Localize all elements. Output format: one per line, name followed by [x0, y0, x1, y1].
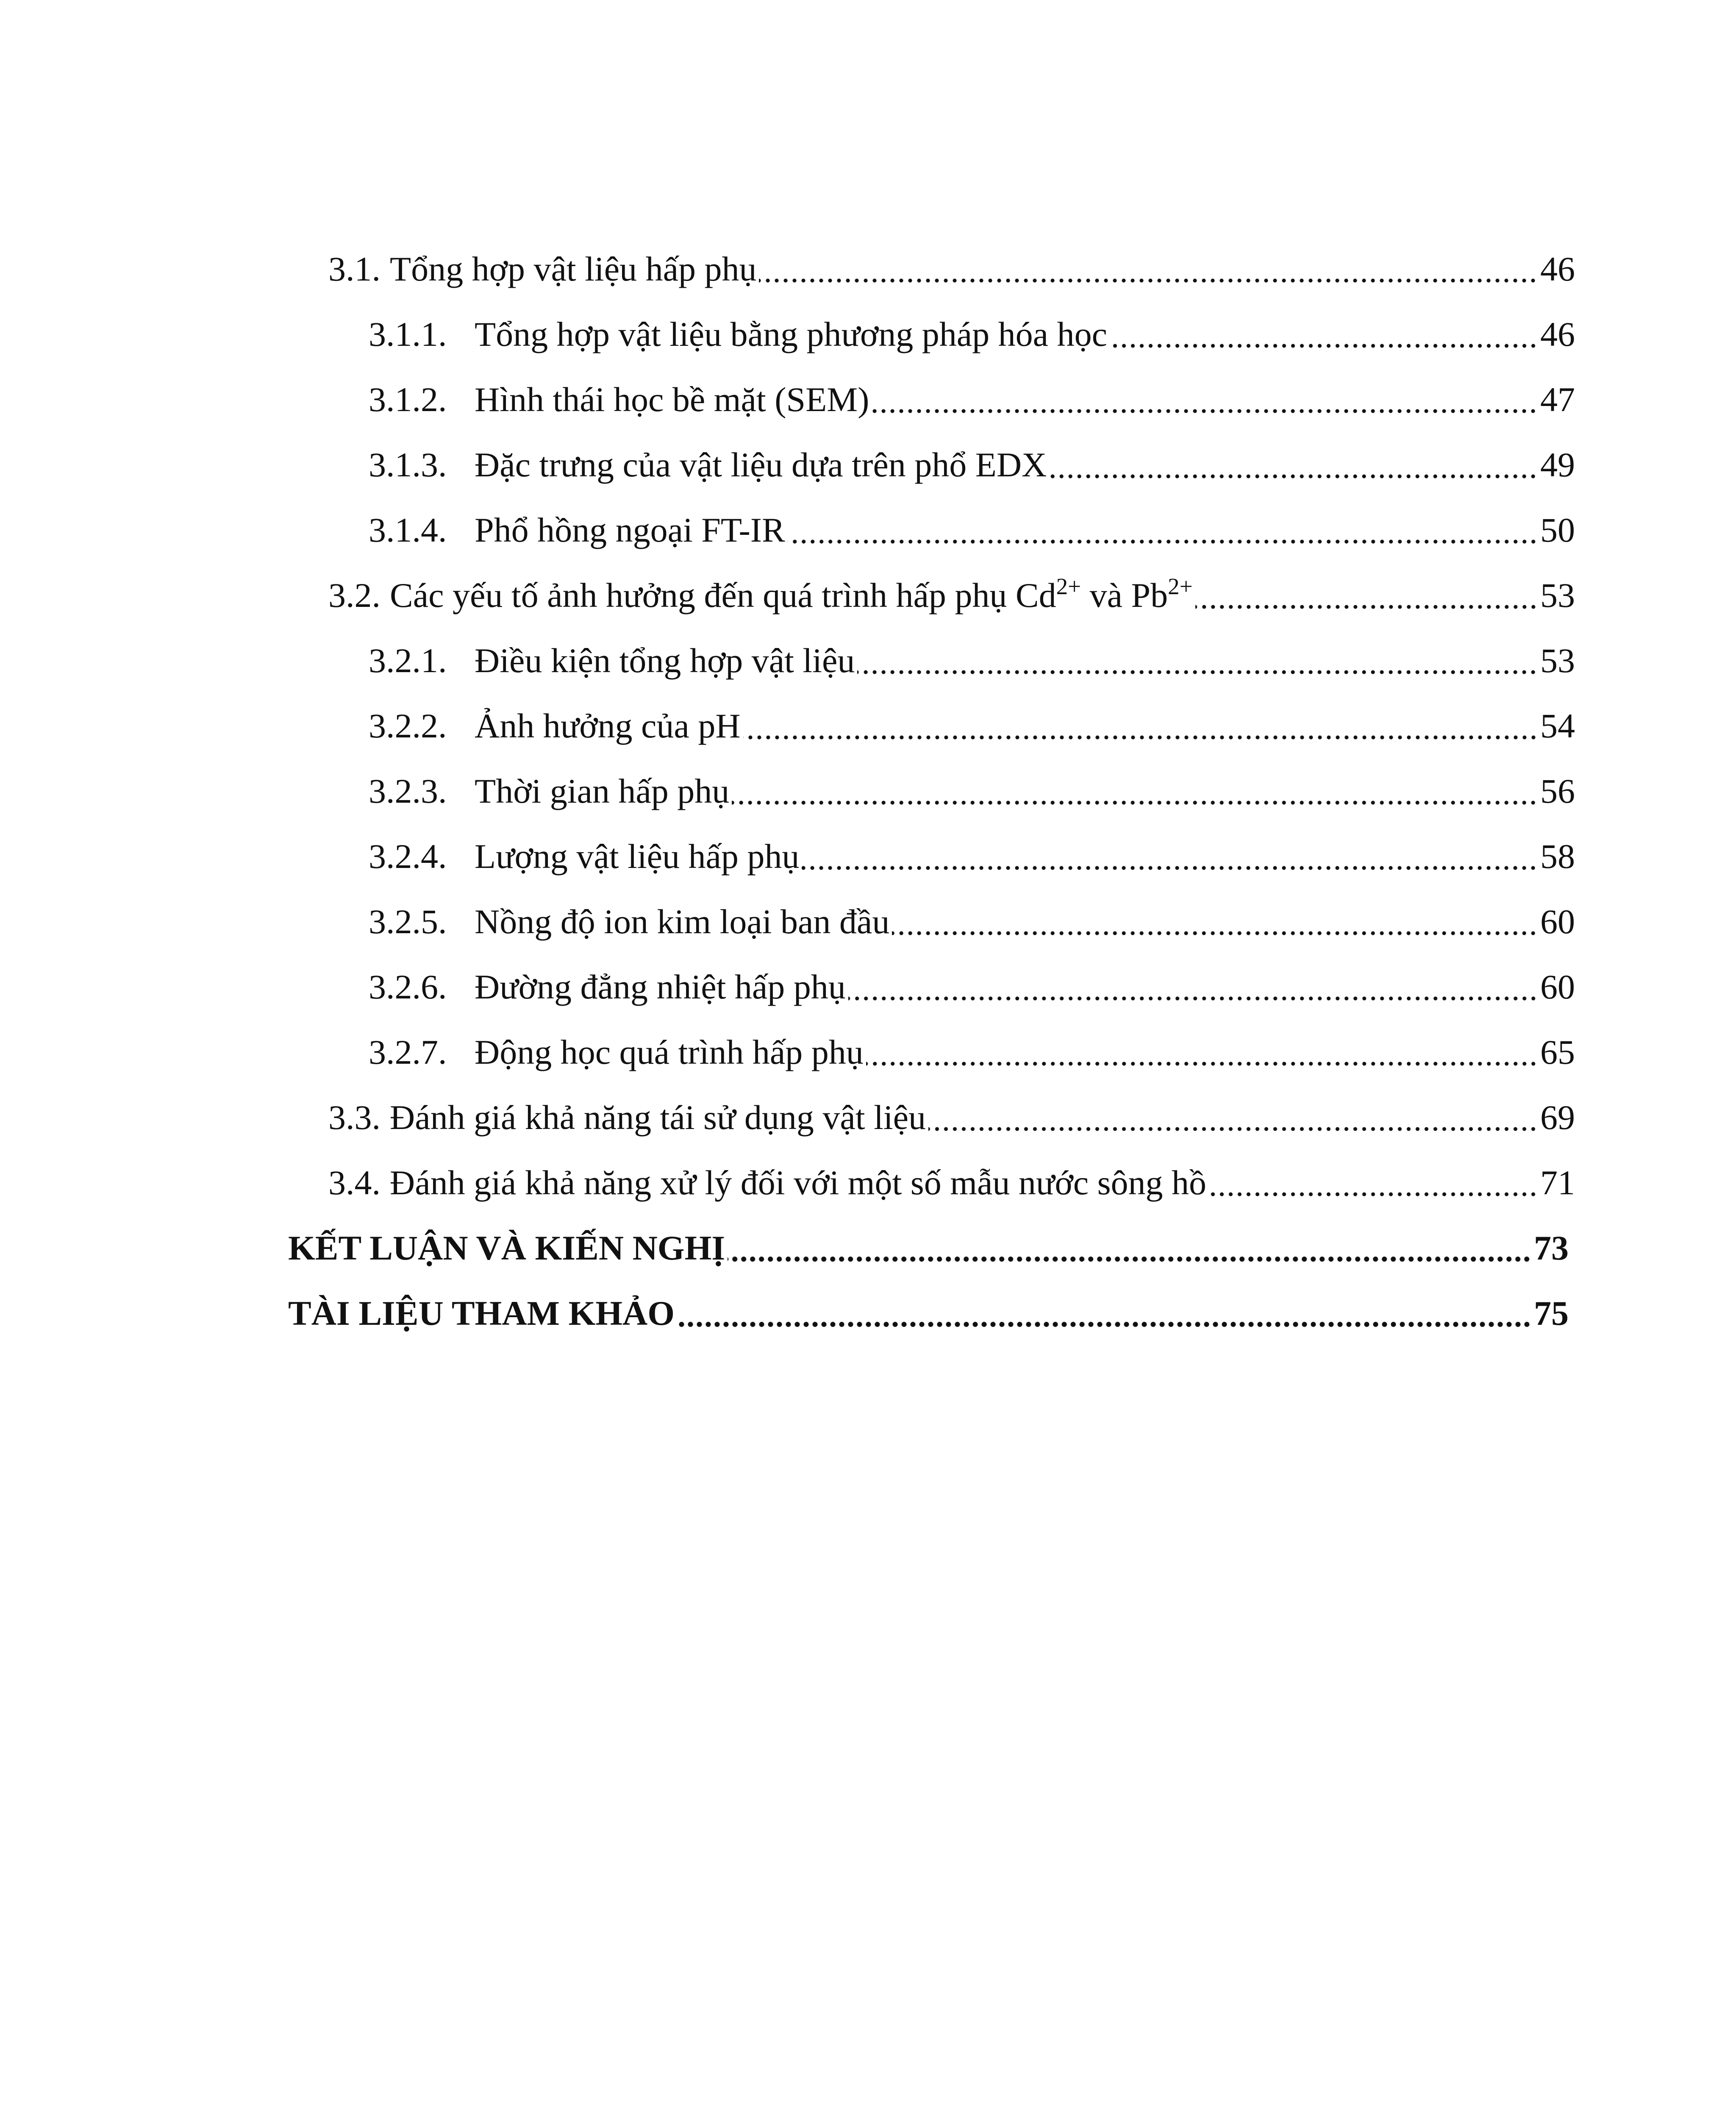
toc-entry-page: 73 — [1534, 1229, 1569, 1267]
toc-entry-page: 54 — [1540, 706, 1575, 745]
toc-entry-page: 47 — [1540, 380, 1575, 419]
toc-entry-number: 3.4. — [328, 1163, 381, 1202]
toc-entry-number: 3.1.1. — [369, 315, 447, 353]
toc-entry[interactable] — [328, 572, 1575, 619]
toc-entry-number: 3.2.3. — [369, 772, 447, 810]
toc-entry-title: Đánh giá khả năng xử lý đối với một số mẫu nước sông hồ — [390, 1163, 1206, 1202]
dot-leader — [743, 735, 1538, 740]
toc-entry-title: Đường đẳng nhiệt hấp phụ — [475, 968, 846, 1006]
toc-entry[interactable] — [369, 442, 1575, 488]
toc-entry[interactable] — [369, 1029, 1575, 1076]
toc-entry[interactable] — [328, 1094, 1575, 1141]
toc-entry-title: Đánh giá khả năng tái sử dụng vật liệu — [390, 1098, 926, 1137]
toc-entry-number: 3.1.2. — [369, 380, 447, 419]
dot-leader — [728, 1256, 1531, 1262]
toc-entry-title: Các yếu tố ảnh hưởng đến quá trình hấp phụ $Cd^{2+}$ và $Pb^{2+}$ — [390, 573, 1193, 615]
toc-entry-number: 3.3. — [328, 1098, 381, 1137]
toc-entry-number: 3.2.1. — [369, 641, 447, 680]
dot-leader — [866, 1061, 1538, 1066]
toc-entry-title: Điều kiện tổng hợp vật liệu — [475, 641, 855, 680]
toc-entry-title: Tổng hợp vật liệu hấp phụ — [390, 250, 757, 288]
dot-leader — [759, 278, 1538, 283]
toc-entry-page: 58 — [1540, 837, 1575, 876]
toc-entry-title: Lượng vật liệu hấp phụ — [475, 837, 800, 876]
toc-entry-title: Động học quá trình hấp phụ — [475, 1033, 864, 1071]
toc-entry-title: Đặc trưng của vật liệu dựa trên phổ EDX — [475, 445, 1047, 484]
toc-entry-number: 3.2.4. — [369, 837, 447, 876]
toc-entry-title: Nồng độ ion kim loại ban đầu — [475, 902, 890, 941]
dot-leader — [1110, 343, 1538, 348]
dot-leader — [1209, 1192, 1538, 1197]
toc-entry-title: TÀI LIỆU THAM KHẢO — [288, 1294, 675, 1332]
toc-entry-number: 3.1. — [328, 250, 381, 288]
dot-leader — [928, 1126, 1538, 1132]
toc-entry-number: 3.2.5. — [369, 902, 447, 941]
toc-entry-title: Thời gian hấp phụ — [475, 772, 730, 810]
toc-entry-number: 3.2. — [328, 576, 381, 615]
toc-entry-page: 49 — [1540, 445, 1575, 484]
toc-entry-heading[interactable] — [288, 1290, 1569, 1337]
toc-entry[interactable] — [369, 768, 1575, 815]
superscript-charge: 2+ — [1056, 573, 1081, 599]
toc-entry-number: 3.2.7. — [369, 1033, 447, 1071]
toc-entry-page: 46 — [1540, 315, 1575, 353]
toc-entry-title: Phổ hồng ngoại FT-IR — [475, 511, 785, 549]
dot-leader — [788, 539, 1538, 544]
toc-entry-page: 60 — [1540, 968, 1575, 1006]
toc-entry-number: 3.1.3. — [369, 445, 447, 484]
toc-entry-number: 3.2.6. — [369, 968, 447, 1006]
toc-entry[interactable] — [328, 246, 1575, 292]
toc-entry-number: 3.1.4. — [369, 511, 447, 549]
toc-entry-page: 71 — [1540, 1163, 1575, 1202]
toc-entry-page: 53 — [1540, 576, 1575, 615]
toc-entry-page: 46 — [1540, 250, 1575, 288]
toc-entry-page: 75 — [1534, 1294, 1569, 1332]
toc-entry[interactable] — [369, 703, 1575, 749]
dot-leader — [677, 1321, 1531, 1327]
toc-entry-title: Hình thái học bề mặt (SEM) — [475, 380, 869, 419]
dot-leader — [857, 670, 1538, 675]
toc-entry-page: 60 — [1540, 902, 1575, 941]
toc-entry-page: 53 — [1540, 641, 1575, 680]
toc-entry-number: 3.2.2. — [369, 706, 447, 745]
toc-entry-title: KẾT LUẬN VÀ KIẾN NGHỊ — [288, 1229, 725, 1267]
dot-leader — [1195, 604, 1538, 609]
toc-entry-page: 56 — [1540, 772, 1575, 810]
dot-leader — [1049, 474, 1538, 479]
dot-leader — [892, 931, 1538, 936]
dot-leader — [872, 409, 1538, 414]
toc-entry[interactable] — [369, 964, 1575, 1010]
dot-leader — [732, 800, 1538, 805]
toc-entry[interactable] — [369, 898, 1575, 945]
toc-entry[interactable] — [328, 1160, 1575, 1206]
toc-entry[interactable] — [369, 311, 1575, 358]
toc-entry-heading[interactable] — [288, 1225, 1569, 1271]
toc-entry-page: 50 — [1540, 511, 1575, 549]
toc-entry-title: Tổng hợp vật liệu bằng phương pháp hóa học — [475, 315, 1107, 353]
dot-leader — [848, 996, 1538, 1001]
dot-leader — [802, 865, 1538, 870]
toc-entry[interactable] — [369, 376, 1575, 423]
toc-entry[interactable] — [369, 637, 1575, 684]
toc-entry-page: 69 — [1540, 1098, 1575, 1137]
toc-entry-title: Ảnh hưởng của pH — [475, 706, 741, 745]
toc-entry[interactable] — [369, 507, 1575, 553]
toc-entry-page: 65 — [1540, 1033, 1575, 1071]
superscript-charge: 2+ — [1168, 573, 1193, 599]
toc-entry[interactable] — [369, 833, 1575, 880]
